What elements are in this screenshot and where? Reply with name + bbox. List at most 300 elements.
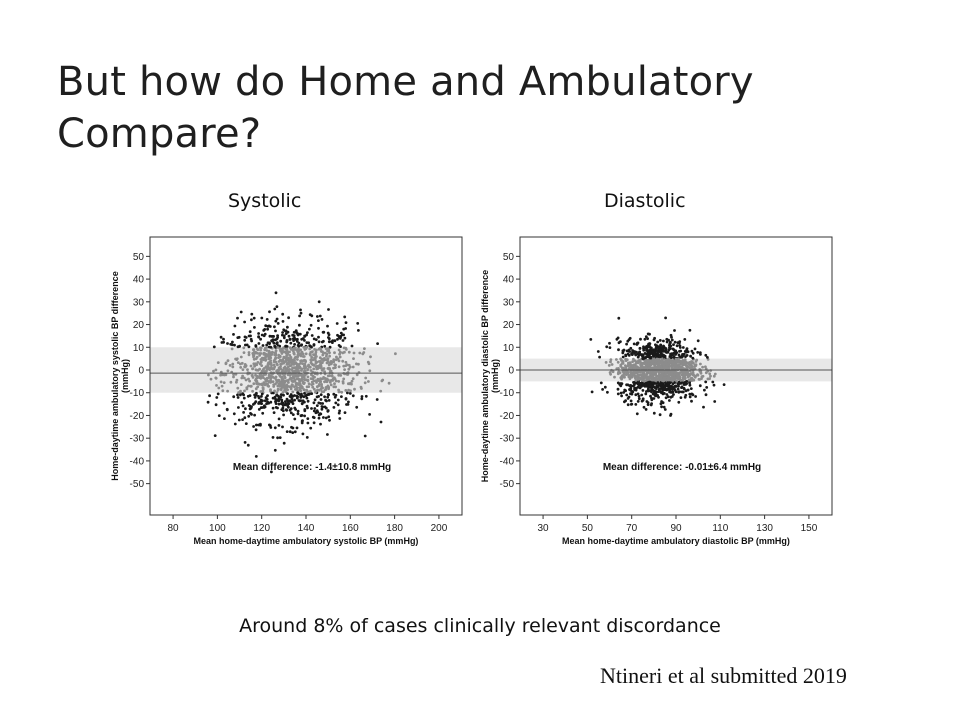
data-point (686, 389, 689, 392)
data-point (223, 417, 226, 420)
data-point (655, 372, 658, 375)
data-point (237, 345, 240, 348)
data-point (226, 390, 229, 393)
data-point (691, 362, 694, 365)
data-point (297, 370, 300, 373)
data-point (327, 415, 330, 418)
data-point (701, 366, 704, 369)
data-point (309, 345, 312, 348)
data-point (334, 366, 337, 369)
data-point (613, 376, 616, 379)
data-point (672, 386, 675, 389)
data-point (673, 362, 676, 365)
data-point (698, 378, 701, 381)
data-point (345, 398, 348, 401)
data-point (255, 363, 258, 366)
data-point (276, 399, 279, 402)
data-point (339, 356, 342, 359)
data-point (629, 392, 632, 395)
data-point (278, 424, 281, 427)
data-point (318, 300, 321, 303)
data-point (645, 367, 648, 370)
data-point (300, 353, 303, 356)
data-point (364, 435, 367, 438)
x-tick-label: 70 (626, 523, 638, 534)
data-point (307, 368, 310, 371)
data-point (690, 387, 693, 390)
data-point (304, 359, 307, 362)
data-point (632, 385, 635, 388)
data-point (670, 336, 673, 339)
data-point (234, 325, 237, 328)
data-point (284, 380, 287, 383)
data-point (269, 426, 272, 429)
data-point (249, 412, 252, 415)
data-point (690, 400, 693, 403)
data-point (690, 393, 693, 396)
data-point (266, 328, 269, 331)
data-point (282, 320, 285, 323)
data-point (638, 352, 641, 355)
data-point (306, 397, 309, 400)
data-point (293, 358, 296, 361)
data-point (648, 343, 651, 346)
data-point (360, 387, 363, 390)
data-point (674, 353, 677, 356)
data-point (671, 376, 674, 379)
data-point (318, 417, 321, 420)
data-point (317, 385, 320, 388)
data-point (326, 380, 329, 383)
data-point (260, 361, 263, 364)
data-point (256, 347, 259, 350)
data-point (283, 367, 286, 370)
data-point (309, 359, 312, 362)
data-point (255, 387, 258, 390)
data-point (269, 354, 272, 357)
data-point (705, 371, 708, 374)
data-point (621, 367, 624, 370)
data-point (255, 377, 258, 380)
data-point (287, 400, 290, 403)
data-point (313, 344, 316, 347)
data-point (660, 350, 663, 353)
data-point (673, 329, 676, 332)
data-point (652, 385, 655, 388)
data-point (623, 349, 626, 352)
data-point (353, 352, 356, 355)
data-point (310, 369, 313, 372)
data-point (254, 396, 257, 399)
data-point (306, 417, 309, 420)
data-point (259, 338, 262, 341)
data-point (665, 364, 668, 367)
data-point (295, 363, 298, 366)
data-point (631, 391, 634, 394)
data-point (247, 444, 250, 447)
data-point (308, 365, 311, 368)
data-point (316, 361, 319, 364)
data-point (279, 436, 282, 439)
y-tick-label: -10 (499, 388, 514, 400)
data-point (686, 372, 689, 375)
data-point (615, 358, 618, 361)
data-point (333, 382, 336, 385)
data-point (302, 433, 305, 436)
data-point (344, 337, 347, 340)
data-point (301, 414, 304, 417)
data-point (291, 431, 294, 434)
data-point (307, 380, 310, 383)
data-point (617, 348, 620, 351)
data-point (264, 383, 267, 386)
data-point (665, 347, 668, 350)
data-point (278, 403, 281, 406)
data-point (316, 396, 319, 399)
data-point (248, 353, 251, 356)
data-point (684, 355, 687, 358)
data-point (257, 395, 260, 398)
y-tick-label: 50 (502, 251, 514, 263)
data-point (312, 368, 315, 371)
data-point (227, 369, 230, 372)
data-point (342, 339, 345, 342)
data-point (341, 360, 344, 363)
data-point (286, 326, 289, 329)
data-point (327, 386, 330, 389)
data-point (286, 348, 289, 351)
data-point (631, 360, 634, 363)
data-point (705, 386, 708, 389)
data-point (629, 363, 632, 366)
data-point (666, 360, 669, 363)
data-point (215, 396, 218, 399)
data-point (267, 361, 270, 364)
data-point (243, 351, 246, 354)
data-point (666, 341, 669, 344)
data-point (308, 382, 311, 385)
data-point (639, 347, 642, 350)
data-point (288, 354, 291, 357)
data-point (236, 317, 239, 320)
data-point (351, 380, 354, 383)
data-point (636, 376, 639, 379)
data-point (589, 338, 592, 341)
data-point (248, 335, 251, 338)
data-point (670, 356, 673, 359)
data-point (267, 325, 270, 328)
y-axis-title: Home-daytime ambulatory systolic BP difference (110, 271, 120, 481)
data-point (694, 348, 697, 351)
data-point (292, 427, 295, 430)
data-point (642, 397, 645, 400)
y-tick-label: -20 (129, 410, 144, 422)
data-point (298, 374, 301, 377)
y-axis-title: (mmHg) (120, 359, 130, 393)
data-point (229, 364, 232, 367)
data-point (617, 382, 620, 385)
data-point (713, 384, 716, 387)
data-point (282, 350, 285, 353)
data-point (618, 341, 621, 344)
data-point (255, 382, 258, 385)
data-point (658, 388, 661, 391)
data-point (627, 403, 630, 406)
data-point (357, 329, 360, 332)
data-point (267, 385, 270, 388)
x-tick-label: 120 (253, 523, 271, 534)
data-point (330, 384, 333, 387)
data-point (713, 375, 716, 378)
data-point (659, 348, 662, 351)
data-point (253, 317, 256, 320)
y-tick-label: -40 (129, 456, 144, 468)
data-point (677, 388, 680, 391)
data-point (256, 356, 259, 359)
data-point (286, 363, 289, 366)
data-point (662, 388, 665, 391)
data-point (297, 354, 300, 357)
data-point (674, 351, 677, 354)
data-point (267, 402, 270, 405)
data-point (346, 392, 349, 395)
data-point (291, 398, 294, 401)
data-point (330, 379, 333, 382)
data-point (320, 393, 323, 396)
data-point (260, 406, 263, 409)
data-point (263, 404, 266, 407)
data-point (234, 423, 237, 426)
data-point (293, 394, 296, 397)
data-point (327, 336, 330, 339)
data-point (239, 366, 242, 369)
data-point (699, 384, 702, 387)
data-point (327, 348, 330, 351)
data-point (660, 400, 663, 403)
data-point (281, 313, 284, 316)
data-point (321, 341, 324, 344)
data-point (666, 388, 669, 391)
data-point (295, 383, 298, 386)
data-point (642, 349, 645, 352)
data-point (675, 365, 678, 368)
data-point (667, 349, 670, 352)
data-point (250, 313, 253, 316)
data-point (245, 336, 248, 339)
data-point (333, 406, 336, 409)
data-point (232, 333, 235, 336)
data-point (320, 385, 323, 388)
data-point (682, 346, 685, 349)
data-point (273, 345, 276, 348)
data-point (273, 342, 276, 345)
data-point (220, 336, 223, 339)
data-point (321, 354, 324, 357)
data-point (360, 397, 363, 400)
data-point (335, 394, 338, 397)
data-point (319, 367, 322, 370)
data-point (279, 384, 282, 387)
data-point (675, 380, 678, 383)
data-point (313, 338, 316, 341)
data-point (319, 315, 322, 318)
data-point (208, 394, 211, 397)
data-point (299, 389, 302, 392)
data-point (299, 309, 302, 312)
data-point (243, 390, 246, 393)
data-point (694, 376, 697, 379)
data-point (236, 379, 239, 382)
data-point (251, 368, 254, 371)
data-point (226, 342, 229, 345)
data-point (652, 351, 655, 354)
data-point (381, 380, 384, 383)
data-point (637, 342, 640, 345)
data-point (291, 366, 294, 369)
data-point (686, 347, 689, 350)
data-point (647, 353, 650, 356)
data-point (253, 348, 256, 351)
data-point (253, 358, 256, 361)
data-point (311, 386, 314, 389)
mean-difference-annotation: Mean difference: -1.4±10.8 mmHg (232, 462, 392, 473)
data-point (632, 373, 635, 376)
data-point (653, 339, 656, 342)
data-point (681, 391, 684, 394)
x-tick-label: 100 (209, 523, 226, 534)
data-point (263, 367, 266, 370)
data-point (244, 363, 247, 366)
data-point (226, 408, 229, 411)
data-point (687, 350, 690, 353)
data-point (253, 402, 256, 405)
data-point (233, 412, 236, 415)
data-point (276, 436, 279, 439)
data-point (276, 334, 279, 337)
data-point (286, 398, 289, 401)
data-point (301, 402, 304, 405)
data-point (314, 353, 317, 356)
data-point (285, 341, 288, 344)
data-point (356, 322, 359, 325)
data-point (276, 346, 279, 349)
data-point (671, 395, 674, 398)
data-point (689, 355, 692, 358)
panel-label-diastolic: Diastolic (604, 190, 686, 212)
data-point (633, 343, 636, 346)
data-point (231, 341, 234, 344)
data-point (269, 335, 272, 338)
data-point (323, 345, 326, 348)
data-point (342, 382, 345, 385)
data-point (307, 376, 310, 379)
data-point (301, 420, 304, 423)
data-point (668, 384, 671, 387)
data-point (659, 413, 662, 416)
data-point (269, 390, 272, 393)
data-point (662, 354, 665, 357)
data-point (207, 401, 210, 404)
data-point (674, 378, 677, 381)
data-point (320, 398, 323, 401)
data-point (249, 394, 252, 397)
data-point (662, 347, 665, 350)
data-point (263, 348, 266, 351)
data-point (253, 414, 256, 417)
data-point (311, 377, 314, 380)
data-point (290, 385, 293, 388)
data-point (667, 367, 670, 370)
data-point (380, 421, 383, 424)
data-point (275, 391, 278, 394)
data-point (283, 336, 286, 339)
data-point (365, 395, 368, 398)
data-point (364, 377, 367, 380)
data-point (219, 374, 222, 377)
data-point (635, 351, 638, 354)
data-point (650, 402, 653, 405)
data-point (242, 346, 245, 349)
data-point (242, 368, 245, 371)
data-point (265, 346, 268, 349)
data-point (283, 442, 286, 445)
data-point (292, 339, 295, 342)
data-point (678, 350, 681, 353)
data-point (269, 346, 272, 349)
data-point (214, 377, 217, 380)
data-point (622, 391, 625, 394)
data-point (334, 364, 337, 367)
data-point (268, 342, 271, 345)
data-point (275, 406, 278, 409)
panel-label-systolic: Systolic (228, 190, 302, 212)
data-point (251, 374, 254, 377)
data-point (644, 383, 647, 386)
data-point (702, 406, 705, 409)
data-point (648, 350, 651, 353)
y-tick-label: 0 (138, 365, 144, 377)
data-point (272, 335, 275, 338)
data-point (293, 351, 296, 354)
data-point (301, 375, 304, 378)
data-point (355, 363, 358, 366)
data-point (236, 357, 239, 360)
data-point (231, 343, 234, 346)
data-point (310, 314, 313, 317)
data-point (273, 308, 276, 311)
x-tick-label: 130 (756, 523, 773, 534)
data-point (627, 364, 630, 367)
data-point (708, 372, 711, 375)
data-point (388, 382, 391, 385)
data-point (300, 343, 303, 346)
data-point (322, 331, 325, 334)
data-point (278, 418, 281, 421)
data-point (318, 414, 321, 417)
data-point (257, 332, 260, 335)
data-point (227, 359, 230, 362)
data-point (231, 366, 234, 369)
data-point (321, 402, 324, 405)
data-point (282, 386, 285, 389)
data-point (299, 379, 302, 382)
chart-panel-0 (110, 237, 462, 546)
data-point (619, 384, 622, 387)
data-point (207, 374, 210, 377)
data-point (260, 395, 263, 398)
data-point (344, 411, 347, 414)
data-point (663, 406, 666, 409)
